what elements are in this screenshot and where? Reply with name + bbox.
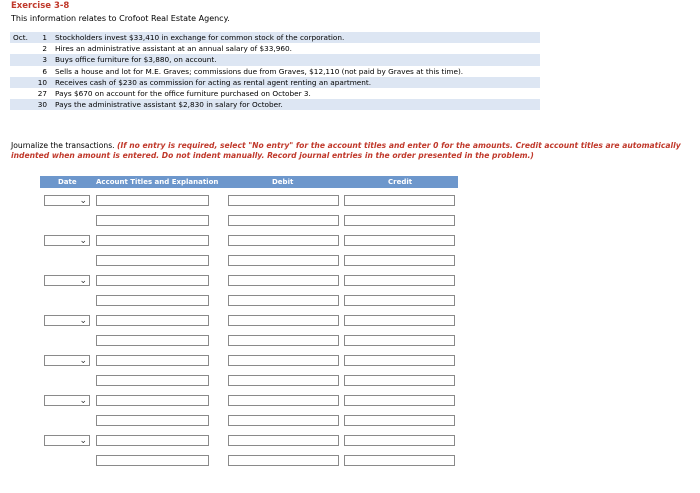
chevron-down-icon: ⌄ bbox=[79, 356, 87, 366]
transaction-day: 10 bbox=[31, 77, 55, 88]
account-title-input[interactable] bbox=[96, 395, 209, 406]
credit-input[interactable] bbox=[344, 315, 455, 326]
date-select[interactable] bbox=[44, 355, 90, 366]
account-title-input[interactable] bbox=[96, 215, 209, 226]
credit-input[interactable] bbox=[344, 295, 455, 306]
transaction-day: 30 bbox=[31, 99, 55, 110]
debit-input[interactable] bbox=[228, 235, 339, 246]
transaction-row bbox=[10, 32, 540, 43]
credit-input[interactable] bbox=[344, 195, 455, 206]
account-title-input[interactable] bbox=[96, 235, 209, 246]
journal-line bbox=[40, 254, 458, 268]
journal-line bbox=[40, 294, 458, 308]
credit-input[interactable] bbox=[344, 455, 455, 466]
date-select[interactable] bbox=[44, 275, 90, 286]
debit-input[interactable] bbox=[228, 435, 339, 446]
credit-input[interactable] bbox=[344, 275, 455, 286]
debit-input[interactable] bbox=[228, 195, 339, 206]
account-title-input[interactable] bbox=[96, 195, 209, 206]
transaction-text: Hires an administrative assistant at an annual salary of $33,960. bbox=[55, 43, 540, 54]
debit-input[interactable] bbox=[228, 215, 339, 226]
credit-input[interactable] bbox=[344, 255, 455, 266]
date-select[interactable] bbox=[44, 315, 90, 326]
transaction-text: Receives cash of $230 as commission for acting as rental agent renting an apartment. bbox=[55, 77, 540, 88]
credit-input[interactable] bbox=[344, 335, 455, 346]
chevron-down-icon: ⌄ bbox=[79, 396, 87, 406]
account-title-input[interactable] bbox=[96, 355, 209, 366]
transaction-month bbox=[10, 77, 31, 88]
credit-input[interactable] bbox=[344, 415, 455, 426]
header-debit: Debit bbox=[272, 178, 294, 186]
exercise-title: Exercise 3-8 bbox=[11, 1, 70, 11]
transaction-day: 6 bbox=[31, 66, 55, 77]
credit-input[interactable] bbox=[344, 395, 455, 406]
transaction-month bbox=[10, 54, 31, 65]
transaction-row bbox=[10, 77, 540, 88]
journal-line bbox=[40, 214, 458, 228]
account-title-input[interactable] bbox=[96, 335, 209, 346]
debit-input[interactable] bbox=[228, 355, 339, 366]
transaction-month bbox=[10, 88, 31, 99]
date-select[interactable] bbox=[44, 435, 90, 446]
transactions-table bbox=[10, 32, 540, 110]
transaction-day: 1 bbox=[31, 32, 55, 43]
transaction-row bbox=[10, 99, 540, 110]
debit-input[interactable] bbox=[228, 375, 339, 386]
instructions-lead: Journalize the transactions. bbox=[11, 141, 118, 150]
chevron-down-icon: ⌄ bbox=[79, 436, 87, 446]
account-title-input[interactable] bbox=[96, 455, 209, 466]
journal-line bbox=[40, 274, 458, 288]
transaction-day: 3 bbox=[31, 54, 55, 65]
journal-line bbox=[40, 334, 458, 348]
journal-line bbox=[40, 414, 458, 428]
journal-line bbox=[40, 454, 458, 468]
journal-line bbox=[40, 354, 458, 368]
debit-input[interactable] bbox=[228, 315, 339, 326]
transaction-row bbox=[10, 66, 540, 77]
debit-input[interactable] bbox=[228, 455, 339, 466]
header-account: Account Titles and Explanation bbox=[96, 178, 219, 186]
transaction-month: Oct. bbox=[10, 32, 31, 43]
transaction-text: Stockholders invest $33,410 in exchange for common stock of the corporation. bbox=[55, 32, 540, 43]
account-title-input[interactable] bbox=[96, 295, 209, 306]
transaction-day: 2 bbox=[31, 43, 55, 54]
account-title-input[interactable] bbox=[96, 275, 209, 286]
date-select[interactable] bbox=[44, 195, 90, 206]
instructions-emphasis: (If no entry is required, select "No entry" for the account titles and enter 0 for the amounts. Credit account titles are automatically indented when amount is entered. Do not indent manually. Record journal entries in the order presented in the problem.) bbox=[11, 141, 681, 160]
account-title-input[interactable] bbox=[96, 315, 209, 326]
transaction-month bbox=[10, 99, 31, 110]
account-title-input[interactable] bbox=[96, 435, 209, 446]
transaction-row bbox=[10, 54, 540, 65]
journal-line bbox=[40, 434, 458, 448]
transaction-month bbox=[10, 66, 31, 77]
credit-input[interactable] bbox=[344, 355, 455, 366]
debit-input[interactable] bbox=[228, 335, 339, 346]
account-title-input[interactable] bbox=[96, 415, 209, 426]
transaction-text: Pays $670 on account for the office furniture purchased on October 3. bbox=[55, 88, 540, 99]
journal-line bbox=[40, 194, 458, 208]
transaction-text: Buys office furniture for $3,880, on account. bbox=[55, 54, 540, 65]
transaction-row bbox=[10, 43, 540, 54]
credit-input[interactable] bbox=[344, 435, 455, 446]
debit-input[interactable] bbox=[228, 295, 339, 306]
header-credit: Credit bbox=[388, 178, 413, 186]
debit-input[interactable] bbox=[228, 415, 339, 426]
transaction-text: Sells a house and lot for M.E. Graves; commissions due from Graves, $12,110 (not paid by Graves at this time). bbox=[55, 66, 540, 77]
journal-line bbox=[40, 374, 458, 388]
debit-input[interactable] bbox=[228, 395, 339, 406]
transaction-month bbox=[10, 43, 31, 54]
header-date: Date bbox=[58, 178, 77, 186]
transaction-row bbox=[10, 88, 540, 99]
account-title-input[interactable] bbox=[96, 375, 209, 386]
account-title-input[interactable] bbox=[96, 255, 209, 266]
chevron-down-icon: ⌄ bbox=[79, 236, 87, 246]
date-select[interactable] bbox=[44, 235, 90, 246]
date-select[interactable] bbox=[44, 395, 90, 406]
journal-line bbox=[40, 234, 458, 248]
chevron-down-icon: ⌄ bbox=[79, 196, 87, 206]
instructions bbox=[11, 141, 696, 160]
transaction-day: 27 bbox=[31, 88, 55, 99]
transaction-text: Pays the administrative assistant $2,830 in salary for October. bbox=[55, 99, 540, 110]
chevron-down-icon: ⌄ bbox=[79, 316, 87, 326]
intro-text: This information relates to Crofoot Real Estate Agency. bbox=[11, 14, 230, 23]
chevron-down-icon: ⌄ bbox=[79, 276, 87, 286]
journal-line bbox=[40, 314, 458, 328]
journal-header bbox=[40, 176, 458, 188]
credit-input[interactable] bbox=[344, 215, 455, 226]
debit-input[interactable] bbox=[228, 255, 339, 266]
credit-input[interactable] bbox=[344, 375, 455, 386]
journal-line bbox=[40, 394, 458, 408]
debit-input[interactable] bbox=[228, 275, 339, 286]
credit-input[interactable] bbox=[344, 235, 455, 246]
